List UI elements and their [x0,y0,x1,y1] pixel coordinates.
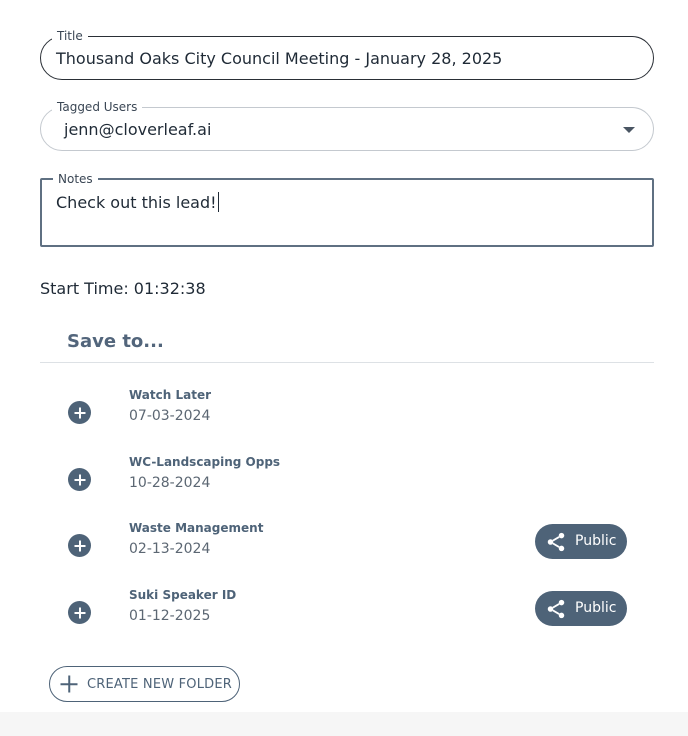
plus-circle-icon[interactable] [68,401,91,424]
public-share-button[interactable] [535,524,627,559]
folder-date: 01-12-2025 [129,608,211,624]
folder-item-watch-later[interactable] [40,388,654,448]
dialog-footer-band [0,712,688,736]
public-label: Public [575,600,617,616]
notes-label: Notes [53,172,98,186]
plus-circle-icon[interactable] [68,601,91,624]
notes-field[interactable] [40,172,654,247]
chevron-down-icon[interactable] [623,127,635,133]
save-to-header [40,325,654,363]
title-field-label: Title [52,29,88,43]
notes-text[interactable] [56,192,219,212]
folder-name: Suki Speaker ID [129,588,237,602]
create-new-folder-button[interactable] [49,666,240,702]
create-new-folder-label: CREATE NEW FOLDER [87,677,233,692]
folder-date: 07-03-2024 [129,408,211,424]
folder-date: 10-28-2024 [129,475,211,491]
folder-item-suki-speaker-id[interactable] [40,588,654,648]
title-input-value[interactable]: Thousand Oaks City Council Meeting - January 28, 2025 [56,49,503,68]
text-cursor [218,192,219,212]
title-field[interactable] [40,29,654,80]
share-icon [545,598,567,620]
public-share-button[interactable] [535,591,627,626]
plus-circle-icon[interactable] [68,534,91,557]
folder-name: WC-Landscaping Opps [129,455,281,469]
folder-name: Waste Management [129,521,264,535]
start-time: Start Time: 01:32:38 [40,279,206,298]
folder-date: 02-13-2024 [129,541,211,557]
plus-icon [60,675,78,693]
share-icon [545,531,567,553]
tagged-users-select[interactable] [40,100,654,151]
tagged-users-label: Tagged Users [52,100,142,114]
save-to-title: Save to... [67,331,164,352]
plus-circle-icon[interactable] [68,468,91,491]
notes-text-value: Check out this lead! [56,193,217,212]
folder-item-waste-management[interactable] [40,521,654,581]
folder-name: Watch Later [129,388,212,402]
tagged-users-value: jenn@cloverleaf.ai [64,120,212,139]
folder-item-wc-landscaping-opps[interactable] [40,455,654,515]
public-label: Public [575,533,617,549]
